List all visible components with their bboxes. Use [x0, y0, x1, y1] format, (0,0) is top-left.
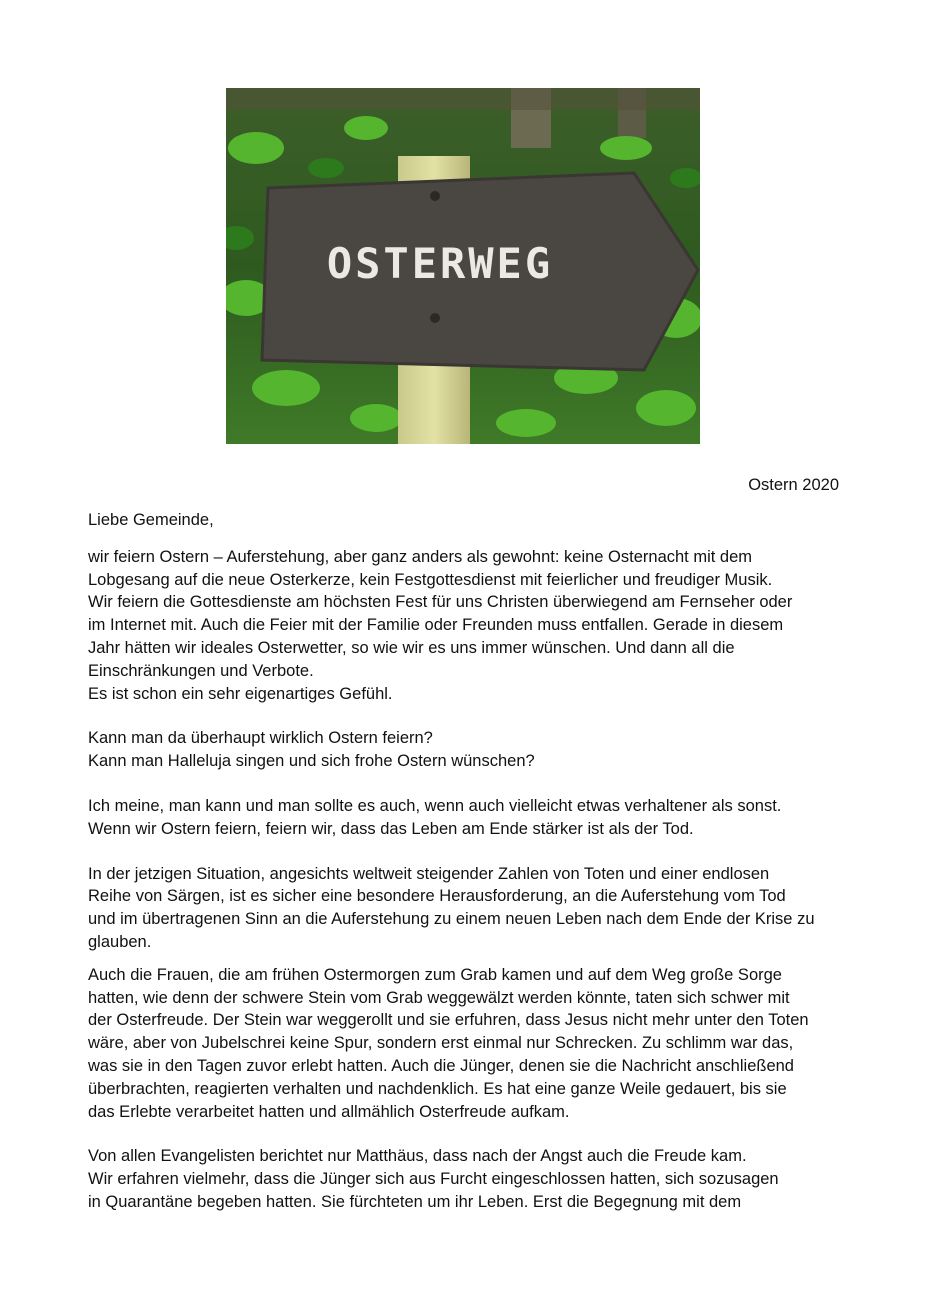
text-line: Kann man Halleluja singen und sich frohe Ostern wünschen?	[88, 752, 535, 771]
text-line: Einschränkungen und Verbote.	[88, 661, 314, 680]
text-line: Jahr hätten wir ideales Osterwetter, so wie wir es uns immer wünschen. Und dann all die	[88, 638, 735, 657]
paragraph-2	[88, 727, 848, 773]
paragraph-6	[88, 1145, 848, 1213]
text-line: in Quarantäne begeben hatten. Sie fürchteten um ihr Leben. Erst die Begegnung mit dem	[88, 1192, 742, 1211]
text-line: In der jetzigen Situation, angesichts weltweit steigender Zahlen von Toten und einer endlosen	[88, 864, 770, 883]
paragraph-5	[88, 964, 848, 1124]
text-line: Von allen Evangelisten berichtet nur Matthäus, dass nach der Angst auch die Freude kam.	[88, 1147, 747, 1166]
salutation: Liebe Gemeinde,	[88, 511, 214, 529]
text-line: im Internet mit. Auch die Feier mit der Familie oder Freunden muss entfallen. Gerade in diesem	[88, 616, 784, 635]
text-line: das Erlebte verarbeitet hatten und allmählich Osterfreude aufkam.	[88, 1102, 570, 1121]
osterweg-sign-photo	[226, 88, 700, 444]
text-line: und im übertragenen Sinn an die Auferstehung zu einem neuen Leben nach dem Ende der Krise zu	[88, 910, 815, 929]
text-line: Wir feiern die Gottesdienste am höchsten Fest für uns Christen überwiegend am Fernseher oder	[88, 593, 793, 612]
text-line: was sie in den Tagen zuvor erlebt hatten. Auch die Jünger, denen sie die Nachricht anschließend	[88, 1056, 794, 1075]
text-line: Es ist schon ein sehr eigenartiges Gefühl.	[88, 684, 393, 703]
text-line: Auch die Frauen, die am frühen Ostermorgen zum Grab kamen und auf dem Weg große Sorge	[88, 965, 782, 984]
date-line: Ostern 2020	[748, 476, 839, 494]
text-line: Wenn wir Ostern feiern, feiern wir, dass das Leben am Ende stärker ist als der Tod.	[88, 819, 694, 838]
sign-illustration	[226, 88, 700, 444]
text-line: Lobgesang auf die neue Osterkerze, kein Festgottesdienst mit feierlicher und freudiger Musik.	[88, 570, 773, 589]
text-line: Wir erfahren vielmehr, dass die Jünger sich aus Furcht eingeschlossen hatten, sich sozusagen	[88, 1170, 779, 1189]
text-line: überbrachten, reagierten verhalten und nachdenklich. Es hat eine ganze Weile gedauert, bis sie	[88, 1079, 787, 1098]
text-line: Kann man da überhaupt wirklich Ostern feiern?	[88, 729, 433, 748]
text-line: Reihe von Särgen, ist es sicher eine besondere Herausforderung, an die Auferstehung vom Tod	[88, 887, 786, 906]
text-line: glauben.	[88, 932, 152, 951]
text-line: hatten, wie denn der schwere Stein vom Grab weggewälzt werden könnte, taten sich schwer mit	[88, 988, 790, 1007]
sign-text: OSTERWEG	[326, 239, 554, 288]
text-line: wäre, aber von Jubelschrei keine Spur, sondern erst einmal nur Schrecken. Zu schlimm war das,	[88, 1034, 794, 1053]
paragraph-4	[88, 863, 848, 954]
text-line: Ich meine, man kann und man sollte es auch, wenn auch vielleicht etwas verhaltener als sonst.	[88, 796, 782, 815]
letter-body	[88, 509, 848, 1236]
paragraph-1	[88, 546, 848, 706]
text-line: der Osterfreude. Der Stein war weggerollt und sie erfuhren, dass Jesus nicht mehr unter den Toten	[88, 1011, 809, 1030]
paragraph-3	[88, 795, 848, 841]
text-line: wir feiern Ostern – Auferstehung, aber ganz anders als gewohnt: keine Osternacht mit dem	[88, 547, 753, 566]
